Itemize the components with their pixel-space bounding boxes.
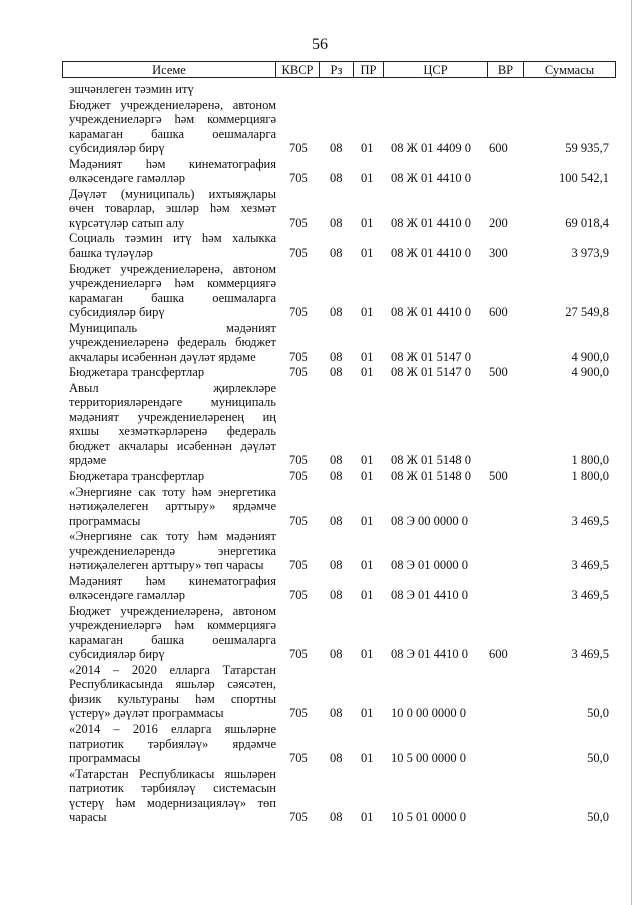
cell-sum: 50,0 (587, 751, 609, 765)
row-name-line: карамаган башка оешмаларга (69, 632, 276, 647)
row-name (69, 82, 276, 97)
cell-rz: 08 (330, 245, 343, 260)
cell-sum: 3 469,5 (571, 513, 609, 528)
row-name-line: «Энергияне сак тоту һәм мәдәният (69, 529, 276, 544)
row-name-line: өлкәсендәге гамәлләр (69, 588, 185, 603)
cell-sum: 3 469,5 (571, 558, 609, 573)
row-name-line: чарасы (69, 810, 107, 825)
cell-kvsr: 705 (289, 468, 308, 483)
row-name-line: Социаль тәэмин итү һәм халыкка (69, 231, 276, 246)
row-name-line: «Татарстан Республикасы яшьләрен (69, 766, 276, 781)
cell-rz: 08 (330, 751, 343, 765)
cell-csr: 08 Э 00 0000 0 (391, 513, 469, 528)
cell-kvsr: 705 (289, 810, 308, 825)
cell-pr: 01 (361, 513, 374, 528)
cell-kvsr: 705 (289, 647, 308, 662)
row-name-line: патриотик тәрбияләү системасын (69, 781, 276, 796)
cell-kvsr: 705 (289, 453, 308, 468)
row-name-line: Бюджет учреждениеләренә, автоном (69, 261, 276, 276)
row-name-line: Дәүләт (муниципаль) ихтыяҗлары (69, 186, 276, 201)
cell-sum: 50,0 (587, 810, 609, 825)
cell-sum: 1 800,0 (571, 468, 609, 483)
cell-csr: 10 5 00 0000 0 (391, 751, 466, 765)
cell-csr: 08 Ж 01 5147 0 (391, 365, 471, 380)
cell-rz: 08 (330, 558, 343, 573)
cell-pr: 01 (361, 468, 374, 483)
cell-vr: 600 (489, 141, 508, 156)
cell-pr: 01 (361, 647, 374, 662)
cell-csr: 08 Ж 01 5147 0 (391, 349, 471, 364)
row-name-line: нәтиҗәлелеген арттыру» ярдәмче (69, 499, 276, 513)
cell-sum: 3 469,5 (571, 588, 609, 603)
row-name-line: башка түләүләр (69, 245, 153, 260)
cell-pr: 01 (361, 365, 374, 380)
row-name (69, 574, 276, 603)
cell-pr: 01 (361, 141, 374, 156)
cell-kvsr: 705 (289, 245, 308, 260)
cell-csr: 08 Э 01 4410 0 (391, 647, 469, 662)
header-sum: Суммасы (523, 62, 615, 77)
row-name-line: ярдәме (69, 453, 107, 468)
row-name-line: Мәдәният һәм кинематография (69, 156, 276, 171)
row-name (69, 485, 276, 529)
row-name-line: Авыл җирлекләре (69, 380, 276, 395)
page-number: 56 (312, 36, 328, 53)
row-name-line: карамаган башка оешмаларга (69, 290, 276, 305)
cell-rz: 08 (330, 810, 343, 825)
row-name (69, 187, 276, 231)
header-rz: Рз (319, 62, 353, 77)
row-name (69, 231, 276, 260)
cell-csr: 08 Ж 01 4410 0 (391, 305, 471, 319)
row-name (69, 767, 276, 825)
cell-rz: 08 (330, 706, 343, 721)
cell-pr: 01 (361, 215, 374, 230)
row-name-line: территорияләрендәге муниципаль (69, 395, 276, 410)
row-name-line: «2014 – 2020 елларга Татарстан (69, 662, 276, 677)
row-name-line: учреждениеләргә һәм коммерциягә (69, 112, 276, 127)
row-name (69, 469, 276, 484)
cell-csr: 08 Ж 01 5148 0 (391, 453, 471, 468)
cell-rz: 08 (330, 453, 343, 468)
row-name-line: Бюджет учреждениеләренә, автоном (69, 97, 276, 112)
header-pr: ПР (353, 62, 383, 77)
row-name (69, 663, 276, 721)
row-name-line: күрсәтүләр сатып алу (69, 215, 185, 230)
row-name-line: патриотик тәрбияләү» ярдәмче (69, 736, 276, 751)
cell-vr: 600 (489, 647, 508, 662)
cell-csr: 08 Ж 01 4410 0 (391, 171, 471, 186)
row-name-line: учреждениеләргә һәм коммерциягә (69, 618, 276, 633)
cell-csr: 08 Ж 01 5148 0 (391, 468, 471, 483)
row-name-line: учреждениеләренә федераль бюджет (69, 335, 276, 350)
row-name (69, 157, 276, 186)
cell-pr: 01 (361, 171, 374, 186)
row-name-line: бюджет акчалары исәбеннән дәүләт (69, 438, 276, 453)
cell-pr: 01 (361, 349, 374, 364)
row-name (69, 365, 276, 380)
cell-rz: 08 (330, 349, 343, 364)
cell-kvsr: 705 (289, 588, 308, 603)
cell-kvsr: 705 (289, 751, 308, 765)
cell-sum: 50,0 (587, 706, 609, 721)
row-name-line: үстерү» дәүләт программасы (69, 706, 224, 721)
row-name-line: субсидияләр бирү (69, 305, 165, 319)
row-name-line: Бюджетара трансфертлар (69, 365, 205, 380)
cell-rz: 08 (330, 141, 343, 156)
page-edge (631, 0, 632, 905)
row-name-line: нәтиҗәлелеген арттыру» төп чарасы (69, 558, 264, 573)
header-csr: ЦСР (383, 62, 487, 77)
header-vr: ВР (487, 62, 523, 77)
cell-csr: 10 5 01 0000 0 (391, 810, 466, 825)
cell-kvsr: 705 (289, 558, 308, 573)
row-name-line: физик культураны һәм спортны (69, 691, 276, 706)
row-name-line: Муниципаль мәдәният (69, 320, 276, 335)
cell-pr: 01 (361, 245, 374, 260)
cell-sum: 3 973,9 (571, 245, 609, 260)
cell-rz: 08 (330, 468, 343, 483)
cell-kvsr: 705 (289, 171, 308, 186)
cell-vr: 200 (489, 215, 508, 230)
row-name (69, 604, 276, 662)
cell-pr: 01 (361, 453, 374, 468)
row-name-line: акчалары исәбеннән дәүләт ярдәме (69, 349, 256, 364)
row-name-line: «2014 – 2016 елларга яшьләрне (69, 722, 276, 736)
row-name-line: өлкәсендәге гамәлләр (69, 171, 185, 186)
row-name-line: «Энергияне сак тоту һәм энергетика (69, 484, 276, 499)
row-name (69, 98, 276, 156)
cell-sum: 4 900,0 (571, 365, 609, 380)
row-name-line: Республикасында яшьләр сәясәтен, (69, 677, 276, 692)
cell-kvsr: 705 (289, 305, 308, 319)
cell-pr: 01 (361, 305, 374, 319)
table-header (62, 61, 616, 78)
row-name (69, 529, 276, 573)
row-name-line: яхшы хезмәткәрләренә федераль (69, 424, 276, 439)
cell-kvsr: 705 (289, 215, 308, 230)
row-name-line: карамаган башка оешмаларга (69, 126, 276, 141)
row-name-line: эшчәнлеген тәэмин итү (69, 82, 194, 96)
row-name-line: мәдәният учреждениеләренең иң (69, 409, 276, 424)
row-name-line: учреждениеләрендә энергетика (69, 543, 276, 558)
cell-pr: 01 (361, 588, 374, 603)
cell-kvsr: 705 (289, 141, 308, 156)
row-name-line: учреждениеләргә һәм коммерциягә (69, 276, 276, 290)
cell-sum: 27 549,8 (565, 305, 609, 319)
cell-csr: 08 Э 01 4410 0 (391, 588, 469, 603)
row-name-line: Мәдәният һәм кинематография (69, 573, 276, 588)
cell-sum: 1 800,0 (571, 453, 609, 468)
cell-kvsr: 705 (289, 349, 308, 364)
cell-csr: 08 Ж 01 4409 0 (391, 141, 471, 156)
cell-sum: 59 935,7 (565, 141, 609, 156)
cell-pr: 01 (361, 810, 374, 825)
cell-csr: 08 Ж 01 4410 0 (391, 245, 471, 260)
header-name: Исеме (152, 63, 186, 77)
row-name (69, 262, 276, 320)
cell-pr: 01 (361, 706, 374, 721)
row-name-line: үстерү һәм модернизацияләү» төп (69, 795, 276, 810)
cell-rz: 08 (330, 513, 343, 528)
cell-csr: 10 0 00 0000 0 (391, 706, 466, 721)
cell-kvsr: 705 (289, 706, 308, 721)
row-name-line: программасы (69, 751, 141, 765)
cell-rz: 08 (330, 215, 343, 230)
row-name-line: субсидияләр бирү (69, 141, 165, 156)
cell-sum: 100 542,1 (559, 171, 609, 186)
cell-csr: 08 Э 01 0000 0 (391, 558, 469, 573)
cell-kvsr: 705 (289, 513, 308, 528)
cell-vr: 500 (489, 365, 508, 380)
cell-rz: 08 (330, 365, 343, 380)
cell-pr: 01 (361, 751, 374, 765)
row-name-line: программасы (69, 513, 141, 528)
header-kvsr: КВСР (275, 62, 319, 77)
cell-kvsr: 705 (289, 365, 308, 380)
cell-sum: 3 469,5 (571, 647, 609, 662)
cell-rz: 08 (330, 588, 343, 603)
row-name-line: өчен товарлар, эшләр һәм хезмәт (69, 201, 276, 216)
cell-pr: 01 (361, 558, 374, 573)
row-name (69, 321, 276, 365)
cell-rz: 08 (330, 305, 343, 319)
row-name-line: Бюджетара трансфертлар (69, 468, 205, 483)
cell-sum: 69 018,4 (565, 215, 609, 230)
cell-csr: 08 Ж 01 4410 0 (391, 215, 471, 230)
cell-sum: 4 900,0 (571, 349, 609, 364)
cell-rz: 08 (330, 171, 343, 186)
cell-vr: 500 (489, 468, 508, 483)
row-name-line: Бюджет учреждениеләренә, автоном (69, 603, 276, 618)
cell-vr: 300 (489, 245, 508, 260)
row-name-line: субсидияләр бирү (69, 647, 165, 662)
cell-rz: 08 (330, 647, 343, 662)
row-name (69, 722, 276, 766)
cell-vr: 600 (489, 305, 508, 319)
row-name (69, 381, 276, 468)
